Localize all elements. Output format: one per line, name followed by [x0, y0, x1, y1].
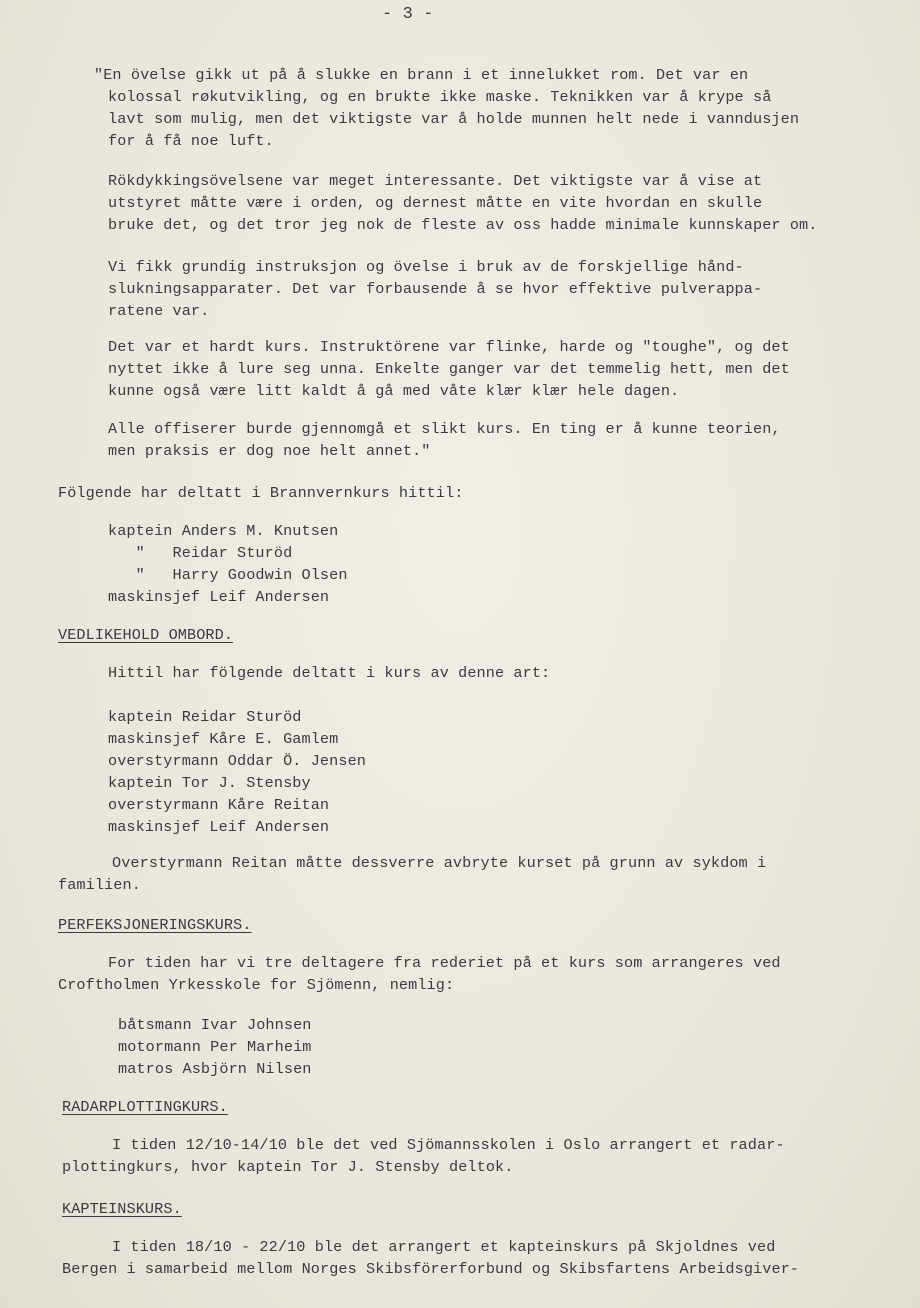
- vedlikehold-name-4: kaptein Tor J. Stensby: [108, 774, 311, 792]
- vedlikehold-name-1: kaptein Reidar Sturöd: [108, 708, 302, 726]
- brannvern-name-4: maskinsjef Leif Andersen: [108, 588, 330, 606]
- vedlikehold-name-5: overstyrmann Kåre Reitan: [108, 796, 330, 814]
- perfeksjonering-name-2: motormann Per Marheim: [118, 1038, 312, 1056]
- radar-text-line-2: plottingkurs, hvor kaptein Tor J. Stensby deltok.: [62, 1158, 514, 1176]
- vedlikehold-name-3: overstyrmann Oddar Ö. Jensen: [108, 752, 366, 770]
- perfeksjonering-text-line-2: Croftholmen Yrkesskole for Sjömenn, nemlig:: [58, 976, 455, 994]
- kaptein-heading: KAPTEINSKURS.: [62, 1200, 182, 1218]
- brannvern-name-3: " Harry Goodwin Olsen: [108, 566, 348, 584]
- brannvern-name-2: " Reidar Sturöd: [108, 544, 293, 562]
- vedlikehold-heading: VEDLIKEHOLD OMBORD.: [58, 626, 234, 644]
- kaptein-text-line-2: Bergen i samarbeid mellom Norges Skibsförerforbund og Skibsfartens Arbeidsgiver-: [62, 1260, 800, 1278]
- perfeksjonering-heading: PERFEKSJONERINGSKURS.: [58, 916, 252, 934]
- brannvern-intro: Fölgende har deltatt i Brannvernkurs hittil:: [58, 484, 464, 502]
- perfeksjonering-text-line-1: For tiden har vi tre deltagere fra rederiet på et kurs som arrangeres ved: [108, 954, 781, 972]
- quote-p1-line-1: "En övelse gikk ut på å slukke en brann i et innelukket rom. Det var en: [94, 66, 749, 84]
- quote-p2-line-3: bruke det, og det tror jeg nok de fleste av oss hadde minimale kunnskaper om.: [108, 216, 818, 234]
- quote-p4-line-1: Det var et hardt kurs. Instruktörene var flinke, harde og "toughe", og det: [108, 338, 790, 356]
- perfeksjonering-name-3: matros Asbjörn Nilsen: [118, 1060, 312, 1078]
- radar-text-line-1: I tiden 12/10-14/10 ble det ved Sjömannsskolen i Oslo arrangert et radar-: [112, 1136, 785, 1154]
- quote-p1-line-4: for å få noe luft.: [108, 132, 274, 150]
- vedlikehold-note-line-2: familien.: [58, 876, 141, 894]
- page-number: - 3 -: [382, 5, 434, 24]
- quote-p2-line-2: utstyret måtte være i orden, og dernest måtte en vite hvordan en skulle: [108, 194, 763, 212]
- quote-p2-line-1: Rökdykkingsövelsene var meget interessante. Det viktigste var å vise at: [108, 172, 763, 190]
- vedlikehold-intro: Hittil har fölgende deltatt i kurs av denne art:: [108, 664, 551, 682]
- quote-p1-line-3: lavt som mulig, men det viktigste var å holde munnen helt nede i vanndusjen: [108, 110, 800, 128]
- vedlikehold-note-line-1: Overstyrmann Reitan måtte dessverre avbryte kurset på grunn av sykdom i: [112, 854, 767, 872]
- vedlikehold-name-2: maskinsjef Kåre E. Gamlem: [108, 730, 339, 748]
- kaptein-text-line-1: I tiden 18/10 - 22/10 ble det arrangert et kapteinskurs på Skjoldnes ved: [112, 1238, 776, 1256]
- quote-p1-line-2: kolossal røkutvikling, og en brukte ikke maske. Teknikken var å krype så: [108, 88, 772, 106]
- quote-p4-line-3: kunne også være litt kaldt å gå med våte klær klær hele dagen.: [108, 382, 680, 400]
- quote-p5-line-1: Alle offiserer burde gjennomgå et slikt kurs. En ting er å kunne teorien,: [108, 420, 781, 438]
- perfeksjonering-name-1: båtsmann Ivar Johnsen: [118, 1016, 312, 1034]
- vedlikehold-name-6: maskinsjef Leif Andersen: [108, 818, 330, 836]
- quote-p5-line-2: men praksis er dog noe helt annet.": [108, 442, 431, 460]
- quote-p3-line-1: Vi fikk grundig instruksjon og övelse i bruk av de forskjellige hånd-: [108, 258, 744, 276]
- radar-heading: RADARPLOTTINGKURS.: [62, 1098, 228, 1116]
- brannvern-name-1: kaptein Anders M. Knutsen: [108, 522, 339, 540]
- quote-p3-line-3: ratene var.: [108, 302, 210, 320]
- quote-p4-line-2: nyttet ikke å lure seg unna. Enkelte ganger var det temmelig hett, men det: [108, 360, 790, 378]
- quote-p3-line-2: slukningsapparater. Det var forbausende å se hvor effektive pulverappa-: [108, 280, 763, 298]
